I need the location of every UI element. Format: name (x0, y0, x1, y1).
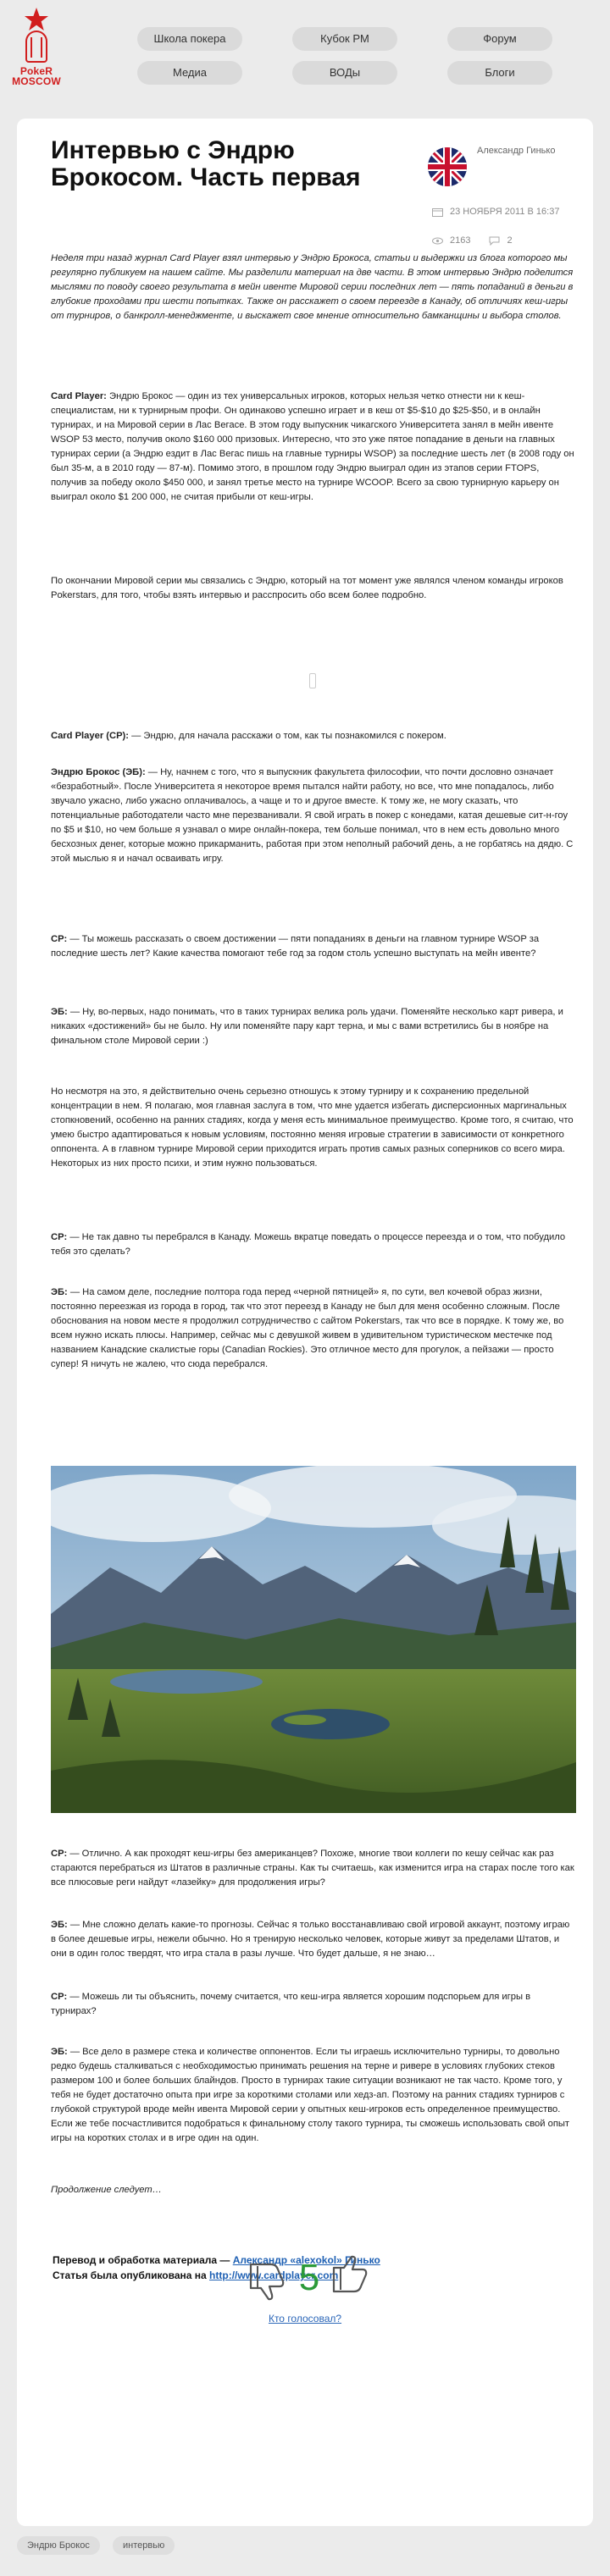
article-title: Интервью с Эндрю Брокосом. Часть первая (51, 136, 361, 191)
article-lead: Неделя три назад журнал Card Player взял интервью у Эндрю Брокоса, статьи и выдержки из блога которого мы регулярно публикуем на нашем сайте. Мы разделили материал на две части. В этом интервью Эндрю поделится мыслями по поводу своего результата в мейн ивенте Мировой серии последних лет — пять попаданий в деньги в глубокие проходами при шести попытках. Также он расскажет о своем переезде в Канаду, об отличиях кеш-игры от турниров, о банкролл-менеджменте, и выскажет свое мнение относительно бамканщины и выбора столов. (51, 253, 574, 321)
author-avatar[interactable] (428, 147, 467, 186)
article-stats (432, 235, 513, 246)
speaker-label: Эндрю Брокос (ЭБ): (51, 767, 146, 777)
nav-item-media[interactable]: Медиа (137, 61, 242, 85)
speaker-label: ЭБ: (51, 1920, 68, 1930)
paragraph-text: — Отлично. А как проходят кеш-игры без американцев? Похоже, многие твои коллеги по кешу сейчас как раз стараются перебраться из Штатов в различные страны. Как ты считаешь, как изменится игра на старах после того как все плюсовые реги найдут «лазейку» для продолжения игры? (51, 1849, 574, 1888)
paragraph-text: — Эндрю, для начала расскажи о том, как ты познакомился с покером. (129, 731, 446, 741)
article-date (432, 207, 559, 217)
paragraph (51, 2045, 576, 2146)
vote-count: 5 (298, 2257, 320, 2298)
paragraph (51, 1230, 576, 1259)
site-logo[interactable] (12, 7, 61, 104)
nav-item-forum[interactable]: Форум (447, 27, 552, 51)
nav-item-pm-cup[interactable]: Кубок PM (292, 27, 397, 51)
translation-label: Перевод и обработка материала — (53, 2254, 233, 2266)
paragraph (51, 1085, 576, 1171)
who-voted-link[interactable]: Кто голосовал? (268, 2313, 342, 2324)
thumbs-up-icon[interactable] (329, 2254, 369, 2297)
tower-icon (25, 30, 47, 63)
paragraph (51, 932, 576, 961)
paragraph-text: По окончании Мировой серии мы связались с Эндрю, который на тот момент уже являлся членом команды игроков Pokerstars, для того, чтобы взять интервью и расспросить обо всем более подробно. (51, 576, 563, 600)
eye-icon (432, 236, 443, 246)
paragraph (51, 1990, 576, 2019)
paragraph-text: — Мне сложно делать какие-то прогнозы. Сейчас я только восстанавливаю свой игровой аккаунт, поэтому играю в более дешевые игры, нежели обычно. Но я тренирую несколько человек, которые живут за пределами Штатов, и они в один голос твердят, что игра стала в разы лучше. Что будет дальше, я не знаю… (51, 1920, 570, 1959)
paragraph-text: — Ну, начнем с того, что я выпускник факультета философии, что почти дословно означает «безработный». После Университета я некоторое время пытался найти работу, но все, что мне попадалось, либо звучало ужасно, либо ужасно оплачивалось, а чаще и то и другое вместе. К тому же, не могу сказать, что потенциальные работодатели часто мне перезванивали. Я свой играть в покер с конедами, катая дешевые сит-н-гоу по $5 и $10, но чем больше я узнавал о мире онлайн-покера, тем больше понимал, что в нем есть довольно много бесхозных денег, которые можно прикарманить, работая при этом неполный рабочий день, а не горбатясь на дядю. С этой мыслью я и начал осваивать игру. (51, 767, 574, 864)
article-photo (51, 1466, 576, 1813)
flag-avatar-icon (428, 147, 467, 186)
continue-note: Продолжение следует… (51, 2185, 162, 2195)
translator-link[interactable]: Александр «alexokol» Гинько (232, 2254, 380, 2266)
embed-placeholder (309, 673, 316, 688)
paragraph-text: — Не так давно ты перебрался в Канаду. Можешь вкратце поведать о процессе переезда и о том, что побудило тебя это сделать? (51, 1232, 566, 1257)
comment-icon (489, 236, 500, 246)
published-label: Статья была опубликована на (53, 2269, 210, 2281)
calendar-icon (432, 207, 443, 217)
paragraph (51, 1005, 576, 1048)
nav-item-vod[interactable]: ВОДы (292, 61, 397, 85)
star-icon (24, 7, 49, 32)
logo-line1: PokeR (19, 65, 53, 77)
speaker-label: CP: (51, 1849, 68, 1859)
paragraph (51, 1847, 576, 1890)
speaker-label: CP: (51, 934, 68, 944)
paragraph (51, 390, 576, 505)
speaker-label: ЭБ: (51, 1287, 68, 1297)
thumbs-down-icon[interactable] (246, 2259, 286, 2302)
logo-line2: MOSCOW (12, 75, 61, 87)
logo-wordmark (12, 66, 61, 86)
speaker-label: Card Player: (51, 391, 107, 401)
paragraph-text: Но несмотря на это, я действительно очень серьезно отношусь к этому турниру и к сохранению предельной концентрации в нем. Я полагаю, моя главная заслуга в том, что мне удается избегать дисперсионных маргинальных стопкновений, особенно на ранних стадиях, когда у меня есть минимальное преимущество. Кроме того, я считаю, что умею быстро адаптироваться к новым условиям, постоянно меняя игровые стратегии в зависимости от конкретного оппонента. А в главном турнире Мировой серии приходится играть против самых разных соперников со всего мира. Некоторых из них просто психи, и этим нужно пользоваться. (51, 1086, 574, 1169)
paragraph (51, 766, 576, 866)
author-name[interactable]: Александр Гинько (477, 146, 556, 156)
paragraph (51, 1918, 576, 1961)
paragraph-text: — Ну, во-первых, надо понимать, что в таких турнирах велика роль удачи. Поменяйте несколько карт ривера, и никаких «достижений» бы не было. Ну или поменяйте пару карт терна, и мы с вами встретились бы в ноябре на финальном столе Мировой серии :) (51, 1007, 563, 1046)
date-text: 23 НОЯБРЯ 2011 В 16:37 (450, 207, 560, 217)
article-card (17, 119, 593, 2526)
paragraph-text: — Ты можешь рассказать о своем достижении — пяти попаданиях в деньги на главном турнире WSOP за последние шесть лет? Какие качества помогают тебе год за годом столь успешно выступать на мейн ивенте? (51, 934, 540, 959)
nav-item-poker-school[interactable]: Школа покера (137, 27, 242, 51)
tag-interview[interactable]: интервью (113, 2536, 175, 2555)
speaker-label: ЭБ: (51, 1007, 68, 1017)
paragraph-text: — Можешь ли ты объяснить, почему считается, что кеш-игра является хорошим подспорьем для игры в турнирах? (51, 1992, 531, 2016)
paragraph-text: — На самом деле, последние полтора года перед «черной пятницей» я, по сути, вел кочевой образ жизни, постоянно переезжая из города в город, так что этот переезд в Канаду не был для меня особенно сложным. После обоснования на новом месте я продолжил сотрудничество с сайтом Pokerstars, так что все в порядке. К тому же, во всем нужно искать плюсы. Например, сейчас мы с девушкой живем в удивительном туристическом местечке под названием Канадские скалистые горы (Canadian Rockies). Это отличное место для прогулок, а пейзажи — просто супер! Я ничуть не жалею, что сюда перебрался. (51, 1287, 564, 1369)
speaker-label: CP: (51, 1232, 68, 1242)
nav-item-blogs[interactable]: Блоги (447, 61, 552, 85)
paragraph-text: Эндрю Брокос — один из тех универсальных игроков, которых нельзя четко отнести ни к кеш-специалистам, ни к турнирным профи. Он одинаково успешно играет и в кеш от $5-$10 до $25-$50, и в онлайн турнирах, и на Мировой серии в Лас Вегасе. В этом году выпускник чикагского Университета занял в мейн ивенте WSOP 53 место, получив около $160 000 призовых. Интересно, что это уже пятое попадание в деньги на главных турнирах серии (а Эндрю ездит в Лас Вегас пишь на главные турниры WSOP) за последние шесть лет (в 2008 году он был 35-м, а в 2010 году — 87-м). Помимо этого, в прошлом году Эндрю выиграл один из этапов серии FTOPS, получив за победу около $450 000, и занял третье место на турнире WCOOP. Всего за свою турнирную карьеру он выиграл около $1 200 000, не считая прибыли от кеш-игры. (51, 391, 574, 502)
source-link[interactable]: http://www.cardplayer.com (209, 2269, 339, 2281)
speaker-label: Card Player (CP): (51, 731, 130, 741)
paragraph-text: — Все дело в размере стека и количестве оппонентов. Если ты играешь исключительно турниры, то довольно редко будешь сталкиваться с необходимостью принимать решения на терне и ривере в условиях глубоких стеков размером 100 и более больших блайндов. Просто в турнирах такие ситуации возникают не так часто. Кроме того, у тебя не будет достаточно опыта при игре за короткими столами или хедз-ап. Поэтому на ранних стадиях турниров с глубокой структурой вроде мейн ивента Мировой серии у опытных кеш-игроков есть определенное преимущество. Если же тебе посчастливится подобраться к финальному столу такого турнира, ты сможешь использовать свой опыт игры на коротких столах и в игре один на один. (51, 2047, 570, 2143)
site-header (0, 0, 610, 119)
speaker-label: CP: (51, 1992, 68, 2002)
mountain-landscape-image (51, 1466, 576, 1813)
paragraph (51, 574, 576, 603)
paragraph (51, 729, 576, 744)
speaker-label: ЭБ: (51, 2047, 68, 2057)
tag-andrew-brokos[interactable]: Эндрю Брокос (17, 2536, 100, 2555)
paragraph (51, 1285, 576, 1372)
views-count: 2163 (450, 235, 471, 246)
comments-count[interactable]: 2 (507, 235, 513, 246)
